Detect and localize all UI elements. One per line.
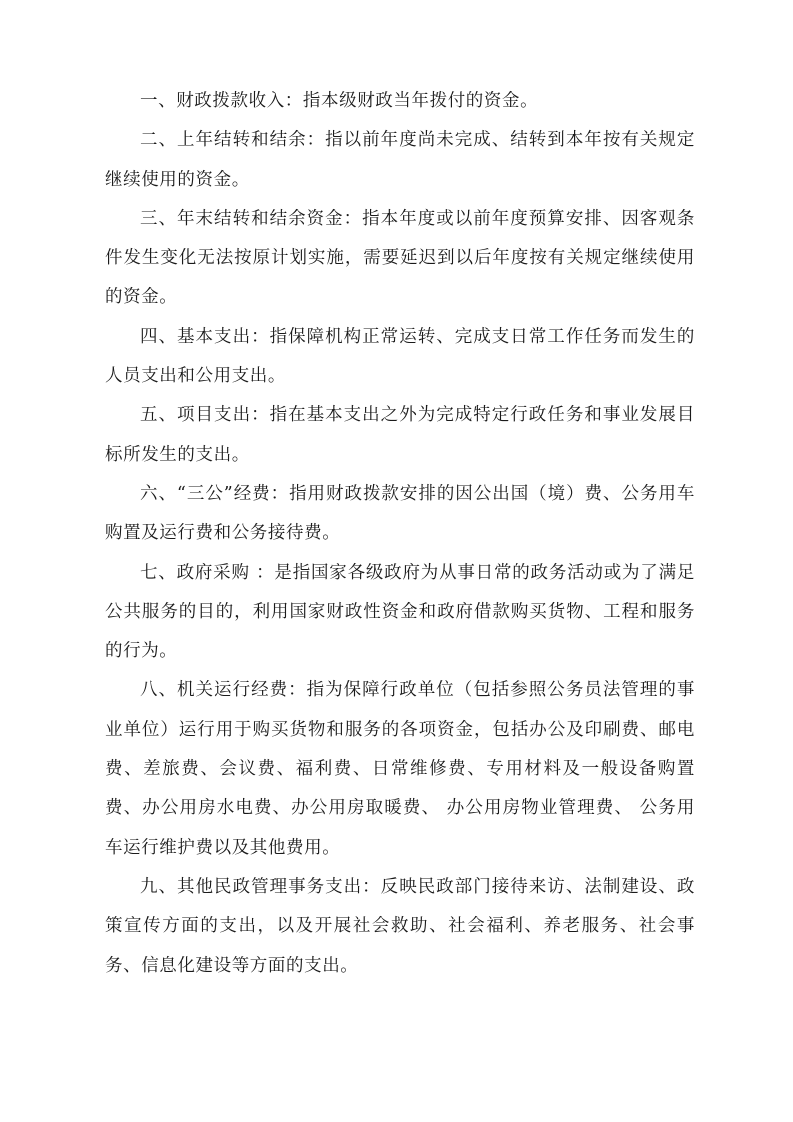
paragraph-basic-expenditure: 四、基本支出：指保障机构正常运转、完成支日常工作任务而发生的人员支出和公用支出。 <box>105 326 695 387</box>
document-body <box>105 82 695 986</box>
paragraph-year-end-carryover: 三、年末结转和结余资金：指本年度或以前年度预算安排、因客观条件发生变化无法按原计划实施，需要延迟到以后年度按有关规定继续使用的资金。 <box>105 208 695 308</box>
paragraph-other-civil-affairs-expenditure: 九、其他民政管理事务支出：反映民政部门接待来访、法制建设、政策宣传方面的支出，以及开展社会救助、社会福利、养老服务、社会事务、信息化建设等方面的支出。 <box>105 876 695 976</box>
paragraph-government-procurement: 七、政府采购 ：是指国家各级政府为从事日常的政务活动或为了满足公共服务的目的，利用国家财政性资金和政府借款购买货物、工程和服务的行为。 <box>105 562 695 662</box>
paragraph-financial-appropriation-income: 一、财政拨款收入：指本级财政当年拨付的资金。 <box>140 91 539 111</box>
paragraph-project-expenditure: 五、项目支出：指在基本支出之外为完成特定行政任务和事业发展目标所发生的支出。 <box>105 405 695 465</box>
paragraph-agency-operating-expenses: 八、机关运行经费：指为保障行政单位（包括参照公务员法管理的事业单位）运行用于购买货物和服务的各项资金，包括办公及印刷费、邮电费、差旅费、会议费、福利费、日常维修费、专用材料及一般设备购置费、办公用房水电费、办公用房取暖费、 办公用房物业管理费、 公务用车运行维护费以及其他费用。 <box>105 680 695 858</box>
paragraph-three-public-expenses: 六、“三公”经费：指用财政拨款安排的因公出国（境）费、公务用车购置及运行费和公务接待费。 <box>105 483 695 544</box>
paragraph-prior-year-carryover: 二、上年结转和结余：指以前年度尚未完成、结转到本年按有关规定继续使用的资金。 <box>105 130 695 190</box>
